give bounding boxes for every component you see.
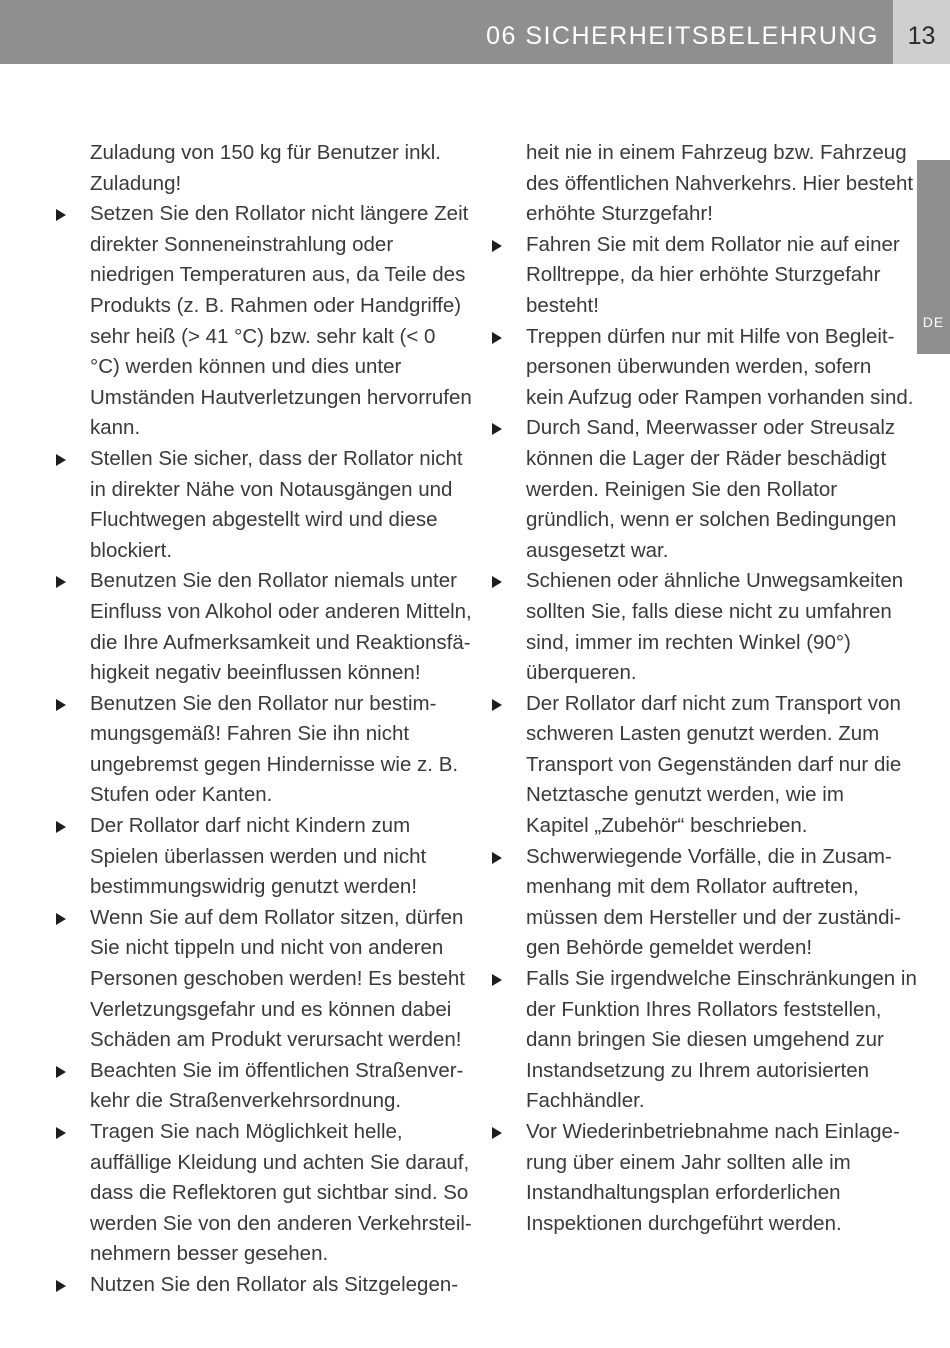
text-line: ungebremst gegen Hindernisse wie z. B. (90, 752, 459, 776)
right-text-column (492, 138, 917, 1239)
language-tab-label: DE (922, 314, 945, 330)
bullet-arrow-icon (56, 1280, 66, 1292)
bullet-arrow-icon (56, 209, 66, 221)
text-line: Treppen dürfen nur mit Hilfe von Begleit- (526, 324, 895, 348)
bullet-item (492, 322, 914, 414)
bullet-arrow-icon (492, 1127, 502, 1139)
bullet-arrow-icon (492, 423, 502, 435)
text-line: heit nie in einem Fahrzeug bzw. Fahrzeug (526, 141, 907, 164)
bullet-item (56, 566, 472, 688)
text-line: dann bringen Sie diesen umgehend zur (526, 1028, 884, 1052)
text-line: gen Behörde gemeldet werden! (526, 936, 813, 960)
text-line: Transport von Gegenständen darf nur die (526, 752, 902, 776)
text-line: Produkts (z. B. Rahmen oder Handgriffe) (90, 293, 462, 317)
page-number-box (893, 0, 950, 64)
text-line: Nutzen Sie den Rollator als Sitzgelegen- (90, 1272, 459, 1296)
bullet-item (492, 230, 900, 322)
text-line: Personen geschoben werden! Es besteht (90, 967, 465, 991)
bullet-item (492, 689, 900, 842)
header-bar (0, 0, 893, 64)
bullet-arrow-icon (56, 699, 66, 711)
continued-paragraph (492, 138, 914, 230)
text-line: Zuladung von 150 kg für Benutzer inkl. (90, 141, 441, 164)
bullet-arrow-icon (492, 240, 502, 252)
bullet-item (492, 964, 917, 1117)
bullet-arrow-icon (56, 913, 66, 925)
text-line: schweren Lasten genutzt werden. Zum (526, 722, 880, 746)
text-line: Fachhändler. (526, 1089, 645, 1113)
text-line: Fluchtwegen abgestellt wird und diese (90, 508, 438, 532)
text-line: Tragen Sie nach Möglichkeit helle, (90, 1120, 403, 1143)
text-line: ausgesetzt war. (526, 538, 669, 562)
text-line: Benutzen Sie den Rollator nur bestim- (90, 691, 437, 715)
text-line: müssen dem Hersteller und der zuständi- (526, 905, 901, 929)
text-line: auffällige Kleidung und achten Sie darauf, (90, 1150, 470, 1174)
bullet-arrow-icon (56, 576, 66, 588)
page-number: 13 (907, 22, 936, 50)
bullet-item (56, 444, 464, 566)
text-line: Der Rollator darf nicht zum Transport von (526, 691, 901, 715)
text-line: Setzen Sie den Rollator nicht längere Zeit (90, 202, 469, 226)
language-tab (917, 160, 950, 354)
text-line: menhang mit dem Rollator auftreten, (526, 875, 859, 899)
bullet-item (492, 566, 904, 688)
text-line: bestimmungswidrig genutzt werden! (90, 875, 418, 899)
bullet-item (56, 903, 464, 1056)
text-line: higkeit negativ beeinflussen können! (90, 661, 421, 685)
text-line: dass die Reflektoren gut sichtbar sind. So (90, 1181, 469, 1205)
text-line: Rolltreppe, da hier erhöhte Sturzgefahr (526, 263, 881, 287)
bullet-arrow-icon (492, 852, 502, 864)
bullet-item (56, 811, 464, 903)
bullet-arrow-icon (56, 1127, 66, 1139)
text-line: Fahren Sie mit dem Rollator nie auf einer (526, 232, 900, 256)
text-line: überqueren. (526, 661, 637, 685)
bullet-item (56, 689, 464, 811)
text-line: blockiert. (90, 538, 173, 562)
text-line: Stufen oder Kanten. (90, 783, 273, 807)
text-line: sollten Sie, falls diese nicht zu umfahren (526, 599, 892, 623)
text-line: Zuladung! (90, 171, 182, 195)
text-line: Schienen oder ähnliche Unwegsamkeiten (526, 569, 904, 593)
text-line: Instandsetzung zu Ihrem autorisierten (526, 1058, 869, 1082)
text-line: Kapitel „Zubehör“ beschrieben. (526, 814, 808, 838)
text-line: Netztasche genutzt werden, wie im (526, 783, 844, 807)
bullet-arrow-icon (56, 821, 66, 833)
section-title: 06 SICHERHEITSBELEHRUNG (486, 22, 879, 50)
text-line: Stellen Sie sicher, dass der Rollator nicht (90, 446, 463, 470)
text-line: Sie nicht tippeln und nicht von anderen (90, 936, 444, 960)
bullet-arrow-icon (492, 974, 502, 986)
text-line: °C) werden können und dies unter (90, 355, 402, 379)
bullet-item (56, 1117, 472, 1270)
text-line: Falls Sie irgendwelche Einschränkungen in (526, 967, 917, 991)
text-line: Schäden am Produkt verursacht werden! (90, 1028, 462, 1052)
left-text-column (56, 138, 472, 1301)
text-line: sind, immer im rechten Winkel (90°) (526, 630, 851, 654)
text-line: kehr die Straßenverkehrsordnung. (90, 1089, 402, 1113)
text-line: rung über einem Jahr sollten alle im (526, 1150, 851, 1174)
bullet-arrow-icon (492, 332, 502, 344)
text-line: personen überwunden werden, sofern (526, 355, 872, 379)
text-line: Instandhaltungsplan erforderlichen (526, 1181, 841, 1205)
continued-paragraph (56, 138, 464, 199)
text-line: Einfluss von Alkohol oder anderen Mitteln, (90, 599, 472, 623)
text-line: mungsgemäß! Fahren Sie ihn nicht (90, 722, 410, 746)
text-line: die Ihre Aufmerksamkeit und Reaktionsfä- (90, 630, 471, 654)
text-line: direkter Sonneneinstrahlung oder (90, 232, 394, 256)
bullet-item (56, 1270, 464, 1301)
text-line: Beachten Sie im öffentlichen Straßenver- (90, 1058, 464, 1082)
text-line: Vor Wiederinbetriebnahme nach Einlage- (526, 1120, 900, 1143)
bullet-item (56, 1056, 464, 1117)
text-line: der Funktion Ihres Rollators feststellen, (526, 997, 882, 1021)
text-line: in direkter Nähe von Notausgängen und (90, 477, 453, 501)
text-line: Inspektionen durchgeführt werden. (526, 1211, 842, 1235)
text-line: Schwerwiegende Vorfälle, die in Zusam- (526, 844, 892, 868)
bullet-arrow-icon (492, 576, 502, 588)
bullet-arrow-icon (492, 699, 502, 711)
text-line: erhöhte Sturzgefahr! (526, 202, 713, 226)
bullet-item (56, 199, 472, 444)
text-line: kein Aufzug oder Rampen vorhanden sind. (526, 385, 914, 409)
text-line: gründlich, wenn er solchen Bedingungen (526, 508, 897, 532)
text-line: Spielen überlassen werden und nicht (90, 844, 427, 868)
bullet-item (492, 1117, 900, 1239)
text-line: werden Sie von den anderen Verkehrsteil- (90, 1211, 472, 1235)
text-line: Umständen Hautverletzungen hervorrufen (90, 385, 472, 409)
text-line: besteht! (526, 293, 599, 317)
text-line: sehr heiß (> 41 °C) bzw. sehr kalt (< 0 (90, 324, 436, 348)
bullet-item (492, 842, 900, 964)
text-line: nehmern besser gesehen. (90, 1242, 329, 1266)
text-line: niedrigen Temperaturen aus, da Teile des (90, 263, 466, 287)
text-line: werden. Reinigen Sie den Rollator (526, 477, 838, 501)
bullet-item (492, 413, 900, 566)
text-line: Durch Sand, Meerwasser oder Streusalz (526, 416, 896, 440)
bullet-arrow-icon (56, 454, 66, 466)
text-line: Wenn Sie auf dem Rollator sitzen, dürfen (90, 905, 464, 929)
text-line: Der Rollator darf nicht Kindern zum (90, 814, 411, 838)
bullet-arrow-icon (56, 1066, 66, 1078)
text-line: Verletzungsgefahr und es können dabei (90, 997, 452, 1021)
text-line: Benutzen Sie den Rollator niemals unter (90, 569, 457, 593)
text-line: können die Lager der Räder beschädigt (526, 446, 887, 470)
text-line: kann. (90, 416, 141, 440)
text-line: des öffentlichen Nahverkehrs. Hier besteht (526, 171, 914, 195)
